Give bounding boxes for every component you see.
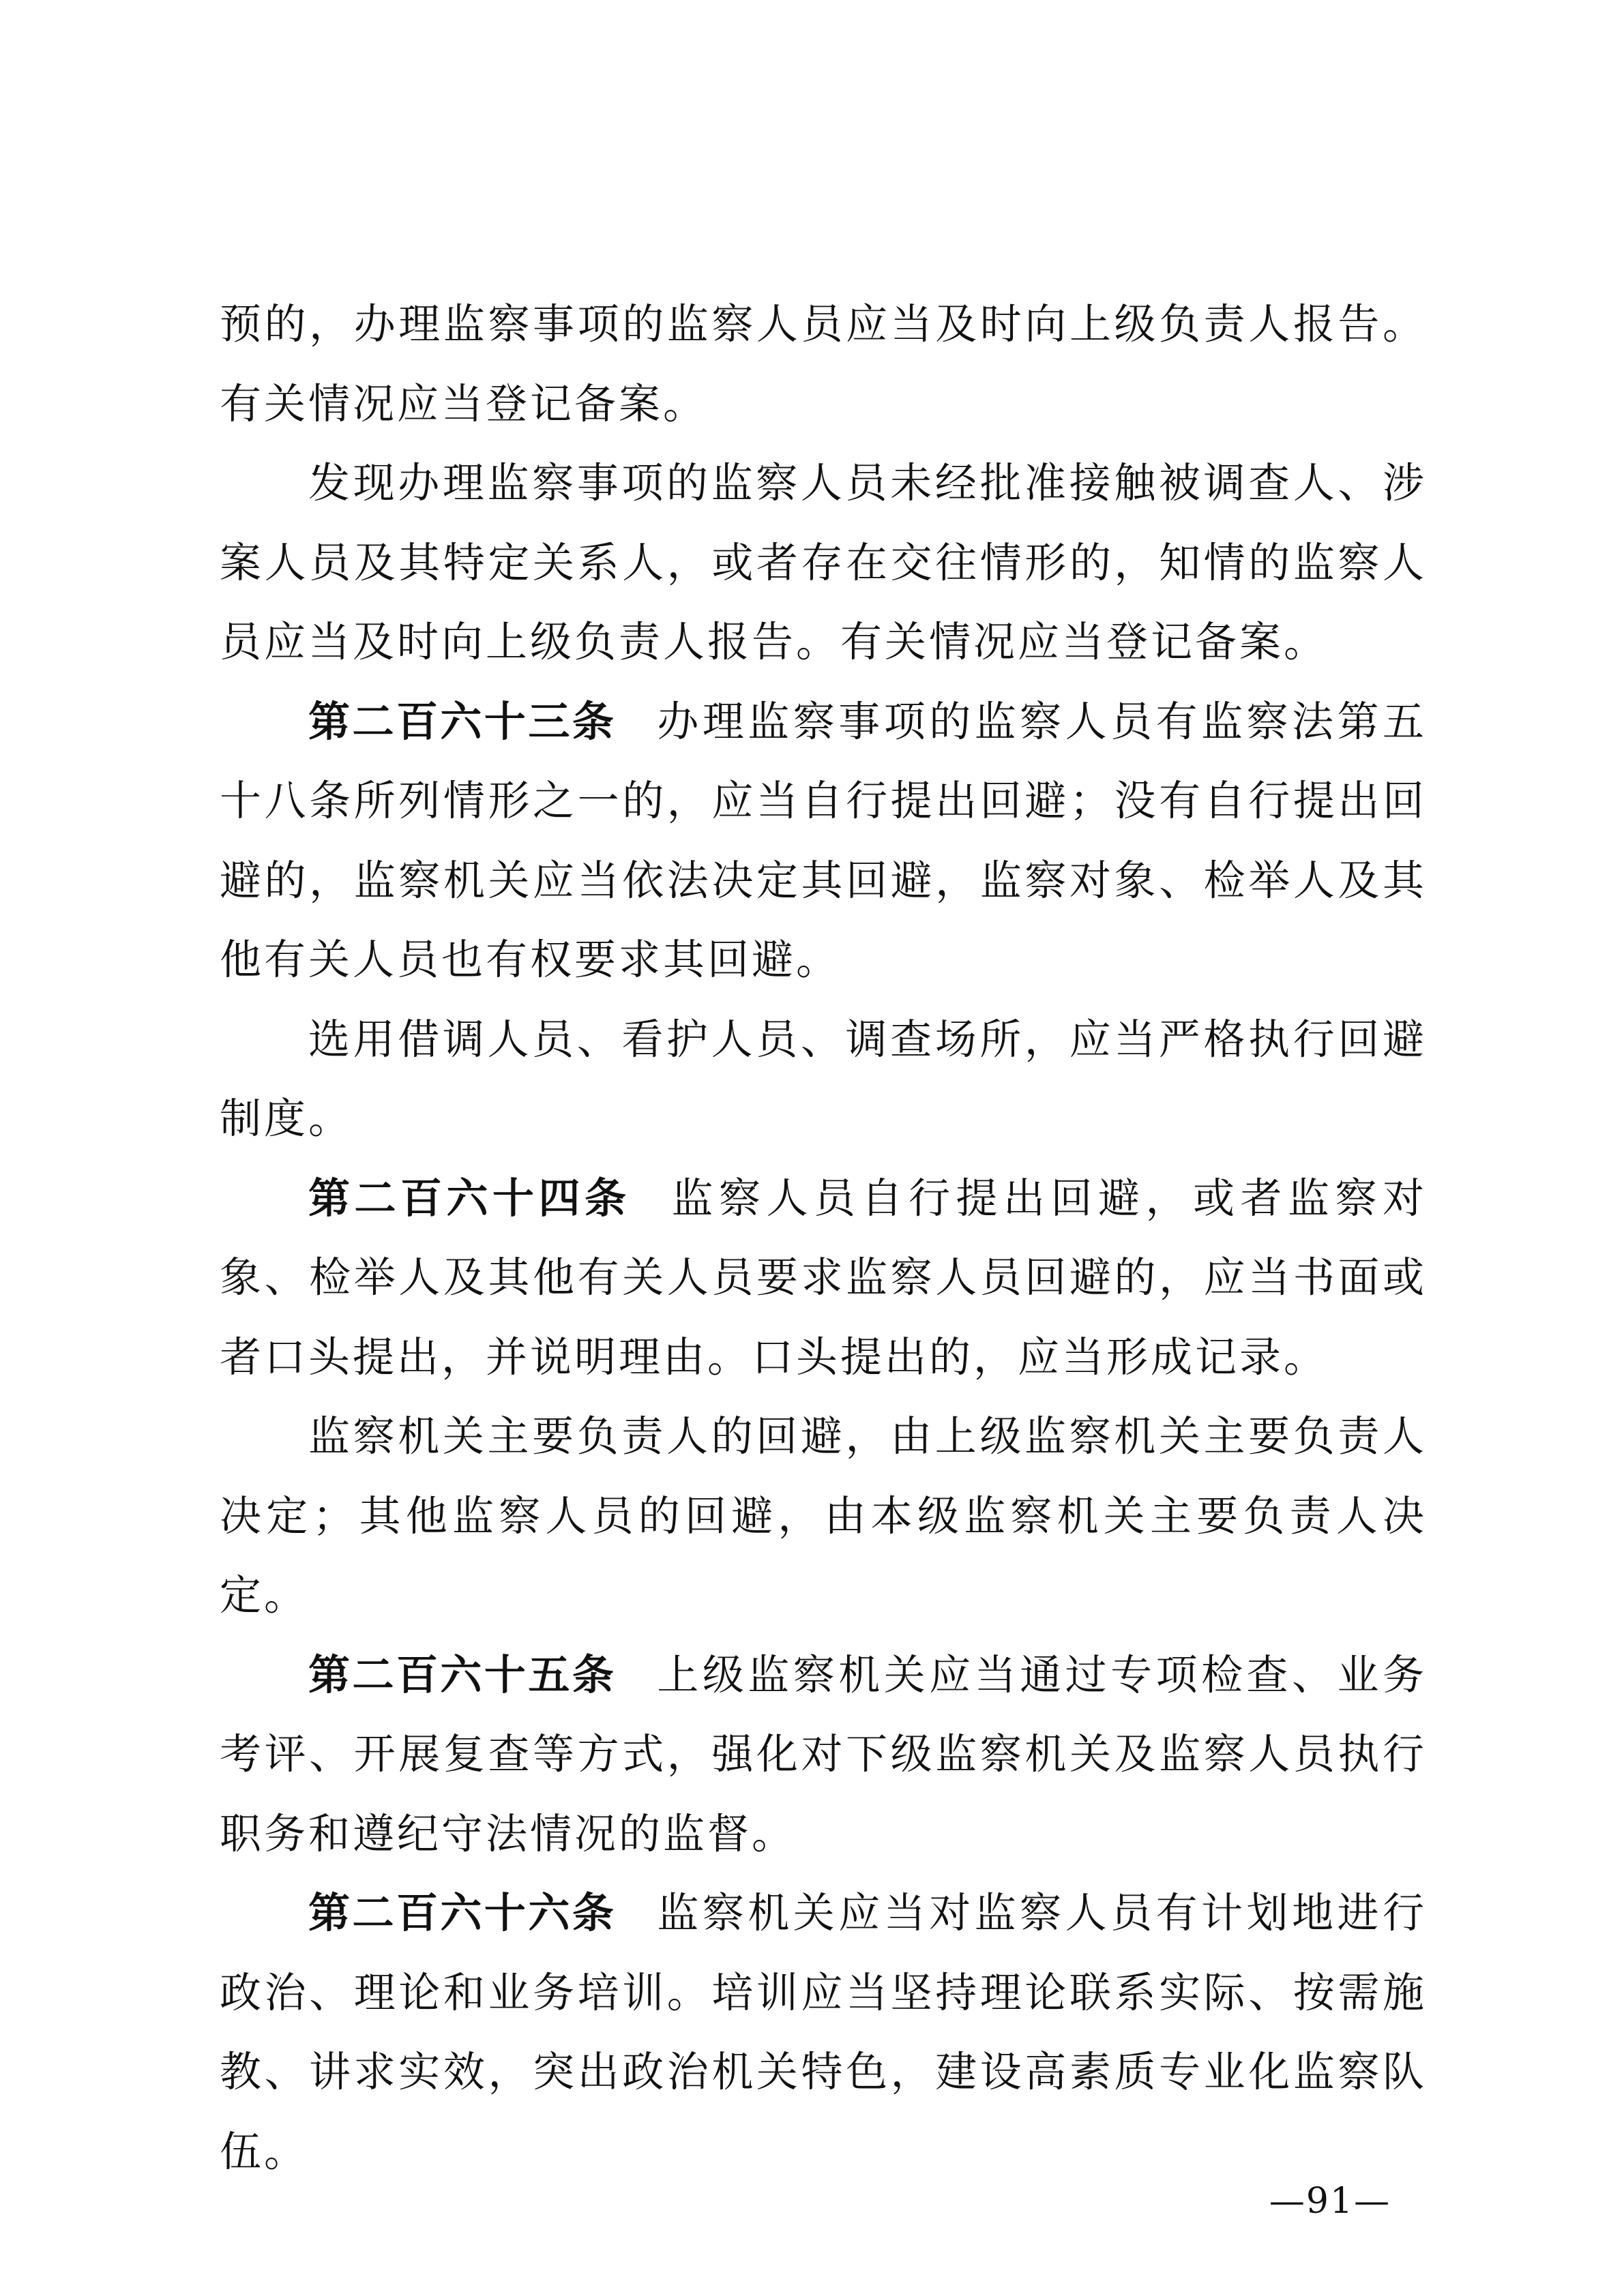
page-number: —91— xyxy=(1269,2181,1391,2222)
paragraph-text: 监察机关应当对监察人员有计划地进行政治、理论和业务培训。培训应当坚持理论联系实际、按需施教、讲求实效，突出政治机关特色，建设高素质专业化监察队伍。 xyxy=(220,1889,1427,2176)
paragraph-4 xyxy=(220,1000,1427,1159)
article-264 xyxy=(220,1159,1427,1398)
paragraph-text: 上级监察机关应当通过专项检查、业务考评、开展复查等方式，强化对下级监察机关及监察人员执行职务和遵纪守法情况的监督。 xyxy=(220,1650,1427,1858)
paragraph-2 xyxy=(220,444,1427,683)
paragraph-text: 办理监察事项的监察人员有监察法第五十八条所列情形之一的，应当自行提出回避；没有自行提出回避的，监察机关应当依法决定其回避，监察对象、检举人及其他有关人员也有权要求其回避。 xyxy=(220,697,1427,984)
paragraph-text: 监察人员自行提出回避，或者监察对象、检举人及其他有关人员要求监察人员回避的，应当书面或者口头提出，并说明理由。口头提出的，应当形成记录。 xyxy=(220,1174,1427,1382)
paragraph-1 xyxy=(220,285,1427,444)
article-number: 第二百六十五条 xyxy=(308,1650,617,1699)
article-number: 第二百六十六条 xyxy=(308,1889,617,1937)
paragraph-6 xyxy=(220,1397,1427,1636)
paragraph-text: 监察机关主要负责人的回避，由上级监察机关主要负责人决定；其他监察人员的回避，由本级监察机关主要负责人决定。 xyxy=(220,1412,1427,1620)
paragraph-text: 预的，办理监察事项的监察人员应当及时向上级负责人报告。有关情况应当登记备案。 xyxy=(220,300,1427,428)
article-263 xyxy=(220,683,1427,1000)
paragraph-text: 选用借调人员、看护人员、调查场所，应当严格执行回避制度。 xyxy=(220,1015,1427,1143)
paragraph-text: 发现办理监察事项的监察人员未经批准接触被调查人、涉案人员及其特定关系人，或者存在交往情形的，知情的监察人员应当及时向上级负责人报告。有关情况应当登记备案。 xyxy=(220,459,1427,666)
article-265 xyxy=(220,1636,1427,1875)
article-number: 第二百六十四条 xyxy=(308,1174,631,1223)
article-266 xyxy=(220,1874,1427,2192)
article-number: 第二百六十三条 xyxy=(308,697,617,746)
body-text xyxy=(220,285,1427,2192)
